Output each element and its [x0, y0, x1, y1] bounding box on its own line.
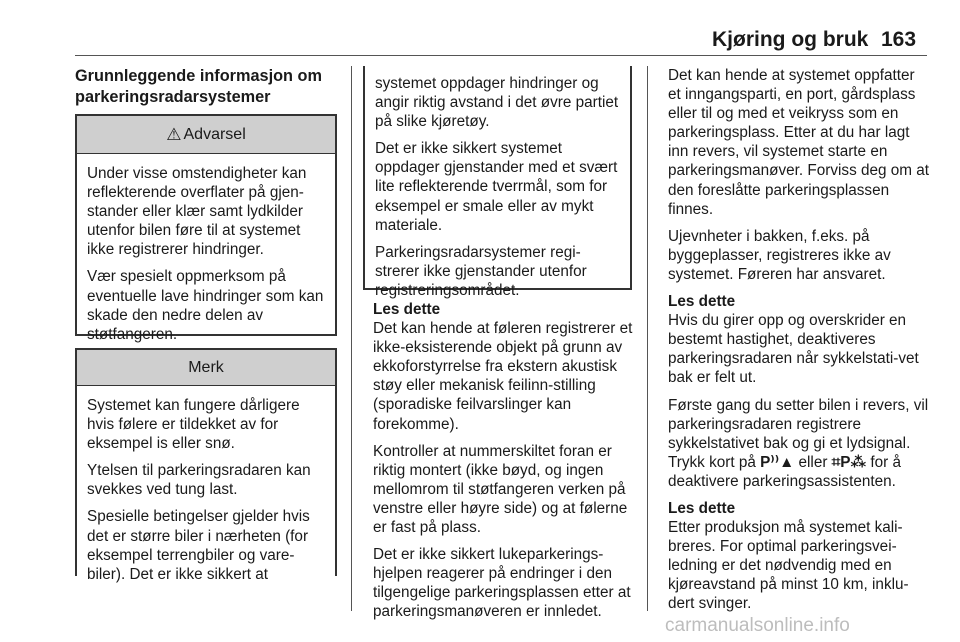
- note-label: Les dette: [668, 499, 736, 517]
- body-text: Første gang du setter bilen i revers, vil parkeringsradaren registrere sykkelstativet bak og gi et lydsignal. Trykk kort på: [668, 396, 929, 471]
- warning-title: Advarsel: [183, 125, 246, 143]
- note-box-title: Merk: [188, 358, 224, 376]
- warning-para: Under visse omstendigheter kan reflekterende overflater på gjen-stander eller klær samt lydkilder utenfor bilen føre til at systemet ikke registrerer hindringer.: [87, 165, 307, 259]
- warning-para: Vær spesielt oppmerksom på eventuelle lave hindringer som kan skade den nedre delen av støtfangeren.: [87, 268, 324, 343]
- page-header-title: Kjøring og bruk: [712, 28, 869, 51]
- note-para: Spesielle betingelser gjelder hvis det er større biler i nærheten (for eksempel terrengbiler og vare-biler). Det er ikke sikkert at: [87, 508, 310, 583]
- note-para: Parkeringsradarsystemer regi-strerer ikke gjenstander utenfor registreringsområdet.: [375, 243, 587, 299]
- parking-assist-button-icon: ⌗P⁂: [831, 453, 867, 471]
- column-divider: [351, 66, 352, 611]
- column-2-text: [373, 300, 635, 630]
- body-text: eller: [798, 453, 828, 471]
- body-para: Ujevnheter i bakken, f.eks. på byggeplasser, registreres ikke av systemet. Føreren har ansvaret.: [668, 227, 891, 283]
- body-para: Kontroller at nummerskiltet foran er riktig montert (ikke bøyd, og ingen mellomrom til støtfangeren verken på venstre eller høyre side) og at følerne er fast på plass.: [373, 442, 628, 537]
- warning-box-header: [77, 116, 335, 154]
- body-text: deaktivere parkeringsassistenten.: [668, 472, 896, 490]
- body-para: Etter produksjon må systemet kali-breres. For optimal parkeringsvei-ledning er det nødvendig med en kjøreavstand på minst 10 km, inklu-dert svinger.: [668, 519, 909, 613]
- warning-triangle-icon: ⚠: [166, 124, 182, 144]
- note-box-header: [77, 350, 335, 386]
- note-label: Les dette: [373, 301, 441, 318]
- page-number: 163: [881, 28, 917, 51]
- body-para: Det kan hende at systemet oppfatter et inngangsparti, en port, gårdsplass eller til og med et veikryss som en parkeringsplass. Etter at du har lagt inn revers, vil systemet starte en parkeringsmanøver. Forviss deg om at den foreslåtte parkeringsplassen finnes.: [668, 67, 929, 218]
- warning-box: [75, 114, 337, 343]
- header-rule: [75, 55, 927, 56]
- note-para: Ytelsen til parkeringsradaren kan svekkes ved tung last.: [87, 462, 311, 499]
- body-para: Det er ikke sikkert lukeparkerings-hjelpen reagerer på endringer i den tilgengelige parkeringsplassen etter at parkeringsmanøveren er innledet.: [373, 546, 631, 621]
- watermark: carmanualsonline.info: [665, 615, 850, 636]
- body-para-buttons: [668, 396, 930, 491]
- column-divider: [647, 66, 648, 611]
- note-para: Systemet kan fungere dårligere hvis følere er tildekket av for eksempel is eller snø.: [87, 397, 300, 453]
- body-para: Det kan hende at føleren registrerer et ikke-eksisterende objekt på grunn av ekkoforstyrrelse fra ekstern akustisk støy eller mekanisk feilinn-stilling (sporadiske feilvarslinger kan forekomme).: [373, 320, 633, 433]
- warning-body: [77, 154, 335, 344]
- note-para: Det er ikke sikkert systemet oppdager gjenstander med et svært lite reflekterende tverrmål, som for eksempel er smale eller av mykt materiale.: [375, 140, 618, 234]
- note-box: [75, 348, 337, 583]
- body-para: Hvis du girer opp og overskrider en bestemt hastighet, deaktiveres parkeringsradaren når sykkelstati-vet bak er felt ut.: [668, 312, 919, 387]
- note-box-body: [77, 386, 335, 584]
- column-3-text: [668, 66, 930, 622]
- section-title: Grunnleggende informasjon om parkeringsradarsystemer: [75, 67, 322, 106]
- note-box-continued-body: [365, 66, 630, 300]
- note-label: Les dette: [668, 293, 736, 311]
- body-text: for å: [870, 453, 901, 471]
- parking-sensor-button-icon: P⁾⁾▲: [760, 453, 795, 471]
- note-box-continued: [363, 66, 632, 299]
- note-para: systemet oppdager hindringer og angir riktig avstand i det øvre partiet på slike kjøretøy.: [375, 75, 619, 131]
